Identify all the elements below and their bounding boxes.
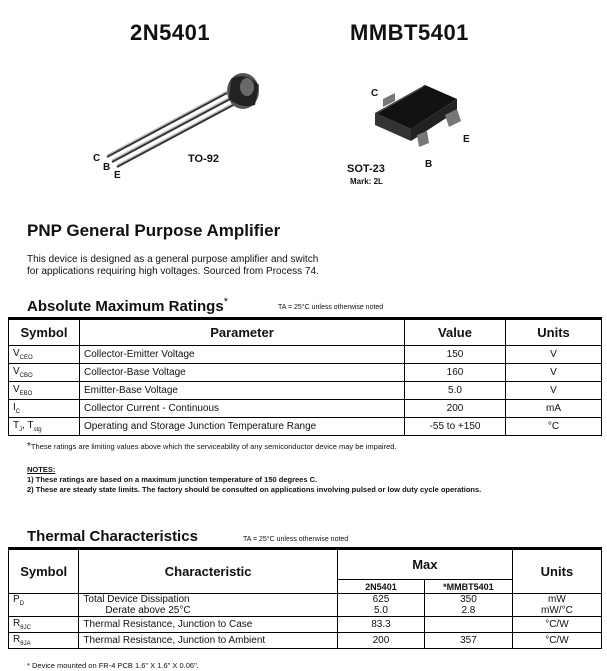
symbol-main: R (13, 618, 21, 629)
symbol-sub-2: stg (33, 427, 42, 433)
thermal-symbol-cell (9, 594, 79, 617)
to92-pin-c-label: C (93, 153, 101, 164)
symbol-main: P (13, 594, 20, 605)
amr-footnote-text: These ratings are limiting values above which the serviceability of any semiconductor device may be impaired. (30, 442, 397, 451)
amr-symbol-cell (9, 418, 80, 436)
symbol-sub: D (19, 601, 25, 607)
thermal-char-line-1: Total Device Dissipation (83, 594, 190, 605)
amr-value-cell: 160 (405, 364, 506, 382)
amr-header-row (9, 320, 602, 346)
page-title: PNP General Purpose Amplifier (27, 221, 281, 240)
table-row (9, 346, 602, 364)
thermal-units-cell: °C/W (512, 617, 601, 633)
thermal-value-2n-line-2: 5.0 (373, 605, 388, 616)
table-row (9, 418, 602, 436)
amr-footnote (27, 442, 397, 452)
amr-symbol-cell (9, 382, 80, 400)
thermal-header-row (9, 550, 602, 580)
amr-symbol-cell (9, 400, 80, 418)
table-row (9, 594, 602, 617)
amr-param-cell: Collector-Base Voltage (80, 364, 405, 382)
symbol-main: T (13, 420, 20, 431)
thermal-char-cell: Thermal Resistance, Junction to Case (79, 617, 337, 633)
symbol-main: V (13, 384, 20, 395)
symbol-main: V (13, 366, 20, 377)
table-row (9, 382, 602, 400)
thermal-value-2n-cell (337, 594, 424, 617)
thermal-sub-mmbt5401: *MMBT5401 (425, 580, 513, 594)
amr-value-cell: -55 to +150 (405, 418, 506, 436)
amr-symbol-cell (9, 346, 80, 364)
amr-col-parameter: Parameter (80, 320, 405, 346)
thermal-value-2n-cell: 83.3 (337, 617, 424, 633)
description-line-2: for applications requiring high voltages. Sourced from Process 74. (27, 266, 319, 277)
description-line-1: This device is designed as a general purpose amplifier and switch (27, 254, 319, 265)
thermal-heading: Thermal Characteristics (27, 528, 198, 545)
amr-value-cell: 200 (405, 400, 506, 418)
thermal-sub-2n5401: 2N5401 (337, 580, 424, 594)
symbol-main: V (13, 348, 20, 359)
amr-param-cell: Operating and Storage Junction Temperature Range (80, 418, 405, 436)
part-number-mmbt5401: MMBT5401 (350, 20, 469, 45)
thermal-char-line-2: Derate above 25°C (105, 605, 191, 616)
amr-value-cell: 150 (405, 346, 506, 364)
to92-package-label: TO-92 (188, 153, 219, 165)
symbol-sub: θJA (20, 641, 31, 647)
amr-notes (27, 465, 481, 495)
amr-units-cell: V (506, 364, 602, 382)
thermal-units-line-2: mW/°C (541, 605, 573, 616)
amr-heading (27, 296, 228, 315)
amr-units-cell: V (506, 382, 602, 400)
thermal-char-cell: Thermal Resistance, Junction to Ambient (79, 633, 337, 649)
symbol-sub: EBO (19, 391, 33, 397)
amr-units-cell: V (506, 346, 602, 364)
amr-symbol-cell (9, 364, 80, 382)
sot23-pin-e-label: E (463, 134, 470, 145)
note-2: 2) These are steady state limits. The factory should be consulted on applications involving pulsed or low duty cycle operations. (27, 485, 482, 494)
amr-heading-asterisk: * (223, 296, 228, 308)
amr-col-units: Units (506, 320, 602, 346)
symbol-main: I (13, 402, 16, 413)
sot23-mark: Mark: 2L (350, 177, 383, 186)
thermal-value-mmbt-cell (425, 594, 513, 617)
amr-footnote-star: * (27, 441, 31, 452)
thermal-symbol-cell (9, 617, 79, 633)
thermal-value-2n-cell: 200 (337, 633, 424, 649)
table-row (9, 364, 602, 382)
thermal-condition: TA = 25°C unless otherwise noted (243, 536, 349, 543)
symbol-main: R (13, 634, 21, 645)
table-row (9, 400, 602, 418)
symbol-sub: CBO (19, 373, 33, 379)
notes-title: NOTES: (27, 465, 56, 474)
thermal-value-mmbt-line-2: 2.8 (461, 605, 476, 616)
to92-pin-b-label: B (103, 162, 111, 173)
amr-heading-text: Absolute Maximum Ratings (27, 298, 224, 315)
thermal-table (8, 549, 602, 649)
amr-condition: TA = 25°C unless otherwise noted (278, 304, 384, 311)
amr-param-cell: Collector-Emitter Voltage (80, 346, 405, 364)
amr-col-value: Value (405, 320, 506, 346)
thermal-col-max: Max (337, 550, 512, 580)
thermal-units-cell (512, 594, 601, 617)
amr-value-cell: 5.0 (405, 382, 506, 400)
symbol-sub: C (15, 409, 21, 415)
note-1: 1) These ratings are based on a maximum junction temperature of 150 degrees C. (27, 475, 318, 484)
amr-table (8, 319, 602, 436)
part-number-2n5401: 2N5401 (130, 20, 211, 45)
sot23-pin-b-label: B (425, 159, 433, 170)
symbol-sub: J (19, 427, 23, 433)
thermal-units-cell: °C/W (512, 633, 601, 649)
symbol-sub: CEO (19, 355, 33, 361)
to92-package-illustration (95, 65, 275, 175)
amr-param-cell: Collector Current - Continuous (80, 400, 405, 418)
thermal-symbol-cell (9, 633, 79, 649)
description (27, 254, 319, 278)
amr-units-cell: mA (506, 400, 602, 418)
thermal-col-characteristic: Characteristic (79, 550, 337, 594)
thermal-value-mmbt-line-1: 350 (460, 594, 477, 605)
symbol-sub: θJC (20, 625, 31, 631)
table-row (9, 617, 602, 633)
thermal-value-mmbt-cell (425, 617, 513, 633)
to92-pin-e-label: E (114, 170, 121, 181)
thermal-col-symbol: Symbol (9, 550, 79, 594)
amr-col-symbol: Symbol (9, 320, 80, 346)
thermal-value-2n-line-1: 625 (372, 594, 390, 605)
sot23-package-label: SOT-23 (347, 163, 385, 175)
thermal-value-mmbt-cell: 357 (425, 633, 513, 649)
thermal-footnote: * Device mounted on FR-4 PCB 1.6" X 1.6" X 0.06". (27, 661, 199, 670)
amr-units-cell: °C (506, 418, 602, 436)
thermal-units-line-1: mW (548, 594, 566, 605)
thermal-char-cell (79, 594, 337, 617)
amr-param-cell: Emitter-Base Voltage (80, 382, 405, 400)
symbol-main-2: , T (22, 420, 34, 431)
table-row (9, 633, 602, 649)
thermal-col-units: Units (512, 550, 601, 594)
sot23-pin-c-label: C (371, 88, 379, 99)
